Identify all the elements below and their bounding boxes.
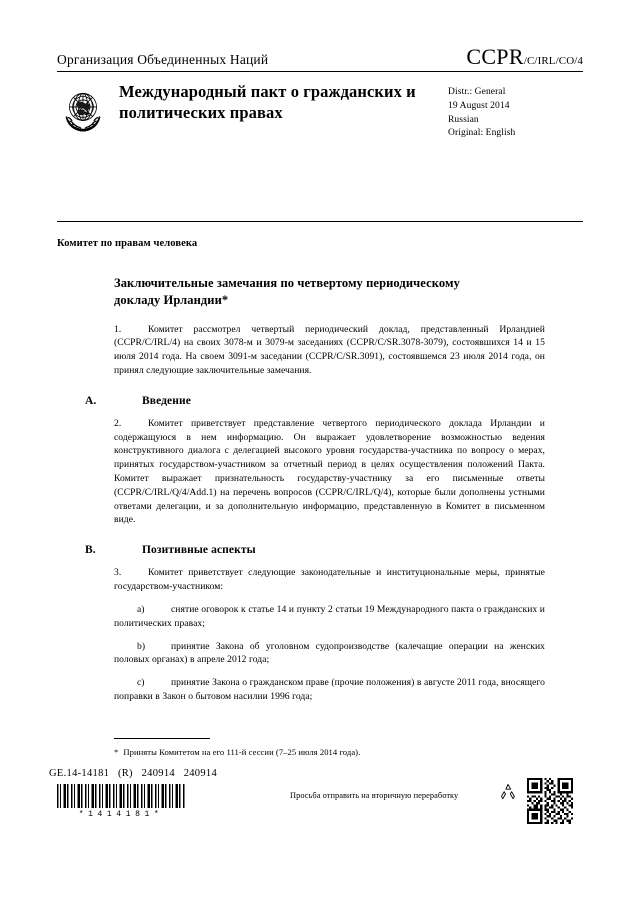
distribution-type: Distr.: General bbox=[448, 87, 506, 97]
instrument-title: Международный пакт о гражданских и политических правах bbox=[119, 82, 416, 123]
recycle-icon bbox=[497, 782, 519, 802]
list-item-text: принятие Закона об уголовном судопроизводстве (калечащие операции на женских половых органах) в апреле 2012 года; bbox=[114, 640, 545, 666]
barcode-text: *1414181* bbox=[78, 810, 164, 819]
document-body bbox=[57, 238, 545, 713]
page-title: Заключительные замечания по четвертому периодическому докладу Ирландии* bbox=[114, 276, 460, 307]
paragraph-number: 2. bbox=[114, 417, 122, 429]
organization-name: Организация Объединенных Наций bbox=[57, 52, 269, 68]
header-body-divider bbox=[57, 221, 583, 222]
paragraph-1 bbox=[114, 323, 545, 378]
paragraph-number: 1. bbox=[114, 323, 122, 335]
footnote-marker: * bbox=[114, 747, 119, 757]
list-item bbox=[114, 603, 545, 631]
list-item-letter: a) bbox=[137, 603, 145, 615]
paragraph-3 bbox=[114, 566, 545, 594]
section-letter: A. bbox=[85, 394, 97, 407]
distribution-original: Original: English bbox=[448, 128, 516, 139]
list-item bbox=[114, 640, 545, 668]
masthead bbox=[57, 46, 583, 141]
section-label: Введение bbox=[142, 394, 191, 407]
organization-row bbox=[57, 46, 583, 68]
barcode bbox=[57, 784, 187, 819]
paragraph-2 bbox=[114, 417, 545, 528]
paragraph-text: Комитет приветствует представление четвертого периодического доклада Ирландии и содержащуюся в нем информацию. Он выражает удовлетворение возможностью ведения конструктивного диалога с делегацией высокого уровня государства-участника по вопросу о мерах, принятых государством-участником за отчетный период в целях осуществления положений Пакта. Комитет выражает признательность государству-участнику за его письменные ответы (CCPR/C/IRL/Q/4/Add.1) на перечень вопросов (CCPR/C/IRL/Q/4), которые были дополнены устными ответами делегации, и за дополнительную информацию, представленную в Комитет в письменном виде. bbox=[114, 417, 545, 526]
paragraph-number: 3. bbox=[114, 567, 122, 579]
instrument-title-row bbox=[57, 81, 583, 141]
distribution-date: 19 August 2014 bbox=[448, 100, 510, 111]
section-label: Позитивные аспекты bbox=[142, 544, 256, 557]
list-item-text: принятие Закона о гражданском праве (прочие положения) в августе 2011 года, вносящего поправки в Закон о бытовом насилии 1996 года; bbox=[114, 677, 545, 702]
footnote bbox=[114, 746, 545, 758]
section-letter: B. bbox=[85, 544, 96, 557]
job-number: GE.14-14181 (R) 240914 240914 bbox=[49, 768, 217, 779]
committee-name: Комитет по правам человека bbox=[57, 238, 198, 249]
document-symbol-suffix: /C/IRL/CO/4 bbox=[523, 55, 583, 67]
section-heading-b bbox=[57, 544, 545, 556]
section-heading-a bbox=[57, 395, 545, 407]
document-symbol-main: CCPR bbox=[466, 44, 524, 69]
footnote-divider bbox=[114, 738, 210, 739]
qr-code bbox=[527, 778, 573, 824]
recycle-note: Просьба отправить на вторичную переработку bbox=[290, 791, 459, 800]
footnote-text: Приняты Комитетом на его 111-й сессии (7–25 июля 2014 года). bbox=[123, 747, 361, 757]
distribution-language: Russian bbox=[448, 114, 479, 125]
barcode-bars bbox=[57, 784, 185, 808]
footnote-area bbox=[57, 738, 545, 758]
paragraph-text: Комитет рассмотрел четвертый периодический доклад, представленный Ирландией (CCPR/C/IRL/4) на своих 3078-м и 3079-м заседаниях (CCPR/C/SR.3078-3079), состоявшихся 14 и 15 июля 2014 года. На своем 3091-м заседании (CCPR/C/SR.3091), состоявшемся 23 июля 2014 года, он принял следующие заключительные замечания. bbox=[114, 323, 545, 376]
masthead-divider bbox=[57, 71, 583, 72]
distribution-block bbox=[448, 86, 583, 141]
list-item-text: снятие оговорок к статье 14 и пункту 2 статьи 19 Международного пакта о гражданских и политических правах; bbox=[114, 603, 545, 629]
list-item-letter: c) bbox=[137, 677, 145, 689]
document-symbol bbox=[466, 46, 583, 68]
list-item-letter: b) bbox=[137, 640, 146, 652]
un-emblem-icon bbox=[57, 83, 109, 135]
paragraph-text: Комитет приветствует следующие законодательные и институциональные меры, принятые государством-участником: bbox=[114, 567, 545, 593]
list-item bbox=[114, 676, 545, 704]
